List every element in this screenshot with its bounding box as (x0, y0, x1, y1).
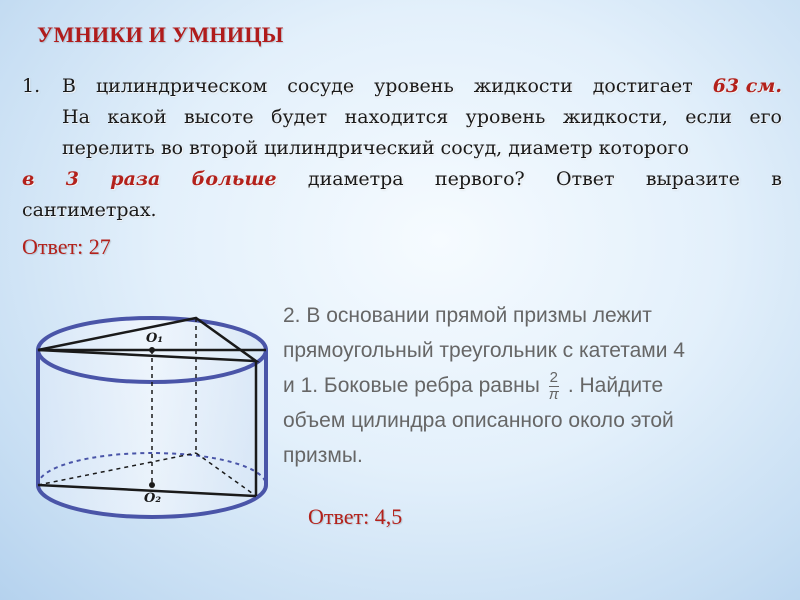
problem2-line2: прямоугольный треугольник с катетами 4 (283, 339, 685, 362)
cylinder-prism-figure (28, 290, 278, 530)
problem2-line1: 2. В основании прямой призмы лежит (283, 304, 652, 327)
word: В (62, 75, 76, 97)
word: какой (107, 106, 167, 128)
word: первого? (434, 168, 525, 190)
problem1-line2 (62, 106, 782, 128)
fraction-denominator: π (548, 385, 559, 403)
problem2-line4: объем цилиндра описанного около этой (283, 409, 674, 432)
label-o2: O₂ (144, 491, 162, 506)
problem2-answer: Ответ: 4,5 (308, 504, 403, 529)
word: достигает (592, 75, 693, 97)
word: высоте (183, 106, 254, 128)
point-o2 (149, 482, 155, 488)
word: жидкости (473, 75, 573, 97)
label-o1: O₁ (146, 331, 164, 346)
problem2-line5: призмы. (283, 444, 363, 467)
highlight-word: больше (191, 168, 277, 190)
word: уровень (465, 106, 546, 128)
word: жидкости, (562, 106, 668, 128)
word: в (771, 168, 782, 190)
word: уровень (374, 75, 454, 97)
word: выразите (645, 168, 740, 190)
word: цилиндрическом (95, 75, 268, 97)
problem1-line5: сантиметрах. (22, 199, 157, 221)
highlight-63cm: 63 см. (712, 75, 782, 97)
highlight-word: 3 (65, 168, 79, 190)
fraction-numerator: 2 (549, 368, 558, 386)
word: находится (344, 106, 449, 128)
problem2-line3-after: . Найдите (567, 374, 664, 397)
problem1-line1 (62, 75, 782, 97)
highlight-word: в (22, 168, 35, 190)
problem1-line3: перелить во второй цилиндрический сосуд, диаметр которого (62, 137, 689, 159)
problem1-line4 (22, 168, 782, 190)
highlight-word: раза (110, 168, 161, 190)
word: если (685, 106, 732, 128)
problem1-number: 1. (22, 75, 41, 97)
word: его (749, 106, 782, 128)
word: будет (271, 106, 328, 128)
page-title: УМНИКИ И УМНИЦЫ (37, 22, 284, 47)
problem2-line3 (283, 368, 763, 403)
problem2-line3-before: и 1. Боковые ребра равны (283, 374, 540, 397)
word: Ответ (556, 168, 615, 190)
word: сосуде (287, 75, 355, 97)
problem2-text (283, 298, 763, 473)
problem1-answer: Ответ: 27 (22, 234, 111, 259)
word: диаметра (307, 168, 404, 190)
point-o1 (149, 347, 155, 353)
fraction-2-over-pi (549, 370, 559, 403)
word: На (62, 106, 90, 128)
